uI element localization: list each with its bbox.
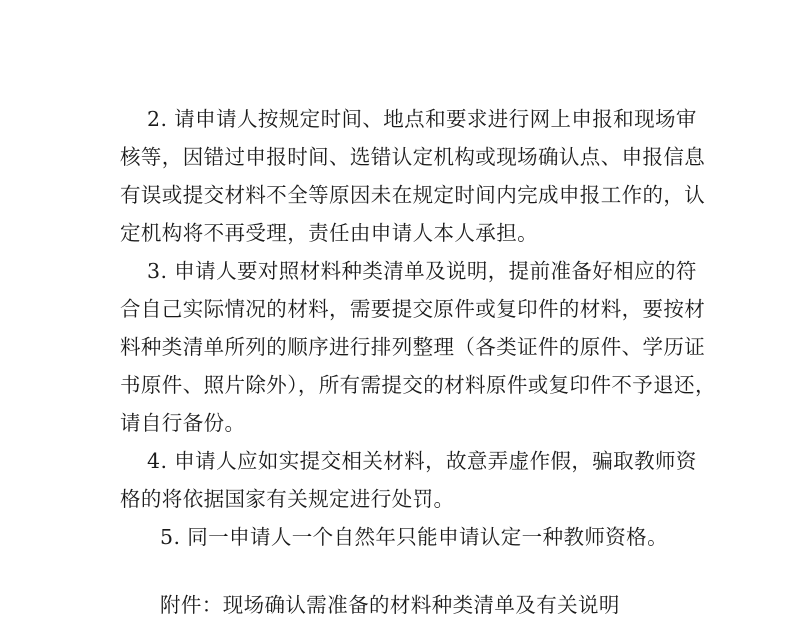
item3-line-2: 合自己实际情况的材料，需要提交原件或复印件的材料，要按材 [120, 297, 706, 321]
attachment-note: 附件：现场确认需准备的材料种类清单及有关说明 [160, 593, 620, 617]
item2-line-3: 有误或提交材料不全等原因未在规定时间内完成申报工作的，认 [120, 183, 706, 207]
item3-line-3: 料种类清单所列的顺序进行排列整理（各类证件的原件、学历证 [120, 335, 706, 359]
item3-line-1: 3. 申请人要对照材料种类清单及说明，提前准备好相应的符 [147, 259, 697, 283]
item2-line-2: 核等，因错过申报时间、选错认定机构或现场确认点、申报信息 [120, 145, 706, 169]
item5-line-1: 5. 同一申请人一个自然年只能申请认定一种教师资格。 [160, 525, 668, 549]
item4-line-2: 格的将依据国家有关规定进行处罚。 [120, 487, 455, 511]
item2-line-1: 2. 请申请人按规定时间、地点和要求进行网上申报和现场审 [147, 107, 697, 131]
item2-line-4: 定机构将不再受理，责任由申请人本人承担。 [120, 221, 538, 245]
item4-line-1: 4. 申请人应如实提交相关材料，故意弄虚作假，骗取教师资 [147, 449, 697, 473]
item3-line-5: 请自行备份。 [120, 411, 246, 435]
item3-line-4: 书原件、照片除外），所有需提交的材料原件或复印件不予退还， [120, 373, 716, 397]
